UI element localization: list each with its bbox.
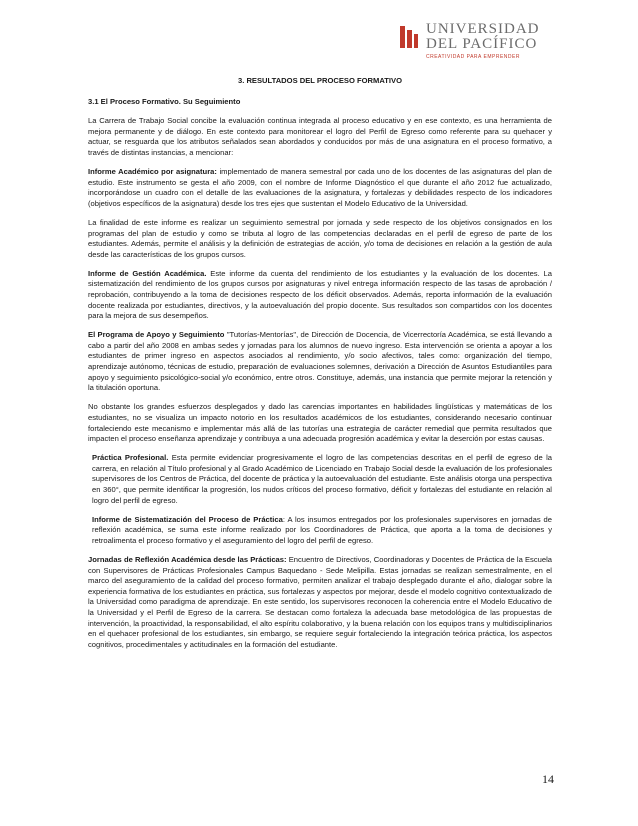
paragraph: La Carrera de Trabajo Social concibe la evaluación continua integrada al proceso educativo y en ese contexto, es una herramienta de mejora permanente y de diálogo. En este contexto para monitorear el logro del Perfil de Egreso como referente para su quehacer y actuar, se resguarda que los atributos señalados sean abordados y conducidos por más de una asignatura en el proceso formativo, a través de distintas instancias, a mencionar:	[88, 116, 552, 157]
page-number: 14	[542, 772, 554, 786]
university-crest-icon	[398, 24, 420, 50]
paragraph: Informe Académico por asignatura: implementado de manera semestral por cada uno de los docentes de las asignaturas del plan de estudio. Este instrumento se gesta el año 2009, con el nombre de Informe Diagnóstico el que durante el año 2012 fue actualizado, incorporándose un cuadro con el detalle de las evaluaciones de la asignatura, y fortalezas y debilidades respecto de los indicadores (objetivos específicos de la asignatura) desde los tres ejes que sustentan el Modelo Educativo de la Universidad.	[88, 167, 552, 208]
logo-line-2: DEL PACÍFICO	[426, 36, 538, 52]
subsection-title: 3.1 El Proceso Formativo. Su Seguimiento	[88, 96, 241, 106]
paragraph: Práctica Profesional. Esta permite evidenciar progresivamente el logro de las competencias descritas en el perfil de egreso de la carrera, en relación al Título profesional y al Grado Académico de Licenciado en Trabajo Social desde la evaluación de los profesionales supervisores de los Centros de Práctica, del docente de práctica y la autoevaluación del estudiante. Este análisis otorga una perspectiva en 360°, que permite identificar la progresión, los nudos críticos del proceso formativo, déficit y fortalezas del estudiante en relación al logro del perfil de egreso.	[92, 453, 552, 505]
university-logo	[398, 18, 558, 62]
section-title: 3. RESULTADOS DEL PROCESO FORMATIVO	[238, 76, 402, 85]
paragraph: La finalidad de este informe es realizar un seguimiento semestral por jornada y sede respecto de los objetivos consignados en los programas del plan de estudio y como se tributa al logro de las competencias declaradas en el perfil de egreso de parte de los estudiantes. Además, permite el análisis y la definición de estrategias de acción, y/o toma de decisiones en relación a la gestión de aula desde las características de los grupos cursos.	[88, 217, 552, 259]
paragraph: Informe de Sistematización del Proceso de Práctica: A los insumos entregados por los profesionales supervisores en jornadas de reflexión académica, se suma este informe realizado por los Coordinadores de Práctica, que aporta a la toma de decisiones y retroalimenta el proceso formativo y el aseguramiento del logro del perfil de egreso.	[92, 514, 552, 545]
paragraph: No obstante los grandes esfuerzos desplegados y dado las carencias importantes en habilidades lingüísticas y matemáticas de los estudiantes, no se visualiza un impacto notorio en los resultados académicos de los estudiantes, considerando necesario continuar fortaleciendo este mecanismo e implementar más allá de las tutorías una estrategia de carácter remedial que permita resultados que impacten el proceso enseñanza aprendizaje y contribuya a una adecuada progresión académica y evitar la deserción por estas causas.	[88, 402, 552, 444]
paragraph: Informe de Gestión Académica. Este informe da cuenta del rendimiento de los estudiantes y la evaluación de los docentes. La sistematización del rendimiento de los grupos cursos por asignaturas y nivel entrega información respecto de las tasas de aprobación / reprobación, contribuyendo a la toma de decisiones respecto de los déficit observados. Además, reporta información de la evaluación docente realizada por estudiantes, directivos, y la autoevaluación del propio docente. Sus resultados son compartidos con los docentes para la mejora de sus desempeños.	[88, 268, 552, 321]
logo-tagline: CREATIVIDAD PARA EMPRENDER	[426, 54, 520, 60]
paragraph: El Programa de Apoyo y Seguimiento "Tutorías-Mentorías", de Dirección de Docencia, de Vicerrectoría Académica, se está llevando a cabo a partir del año 2008 en ambas sedes y jornadas para los alumnos de nuevo ingreso. Esta intervención se orienta a apoyar a los estudiantes de primer ingreso en aspectos asociados al rendimiento, y/o socio afectivos, tales como: organización del tiempo, aprendizaje autónomo, técnicas de estudio, preparación de evaluaciones solemnes, derivación a Dirección de Asuntos Estudiantiles para apoyo y seguimiento psicológico-social y/o económico, entre otros. Constituye, además, una instancia que permite mejorar la retención y la titulación oportuna.	[88, 330, 552, 393]
paragraph: Jornadas de Reflexión Académica desde las Prácticas: Encuentro de Directivos, Coordinadoras y Docentes de Práctica de la Escuela con Supervisores de Prácticas Profesionales Campus Baquedano - Sede Melipilla. Estas jornadas se realizan semestralmente, en el marco del aseguramiento de la calidad del proceso formativo, permiten analizar el trabajo desplegado durante el año, dialogar sobre la experiencia formativa de los estudiantes en práctica, sus fortalezas y aspectos por mejorar, desde el modelo cognitivo contextualizado de la Universidad como paradigma de aprendizaje. En este sentido, los supervisores reconocen la coherencia entre el Modelo Educativo de la Universidad y el Perfil de Egreso de la carrera. Se destacan como fortaleza la adecuada base metodológica de las propuestas de intervención, la proactividad, la responsabilidad, el alto espíritu colaborativo, y la buena relación con los equipos trans y multidisciplinarios en el quehacer profesional de los estudiantes, sin embargo, se requiere seguir fortaleciendo la integración teórica práctica, los aspectos cognitivos, procedimentales y actitudinales en la formación del estudiante.	[88, 554, 552, 649]
logo-line-1: UNIVERSIDAD	[426, 21, 540, 37]
document-body	[88, 76, 552, 659]
